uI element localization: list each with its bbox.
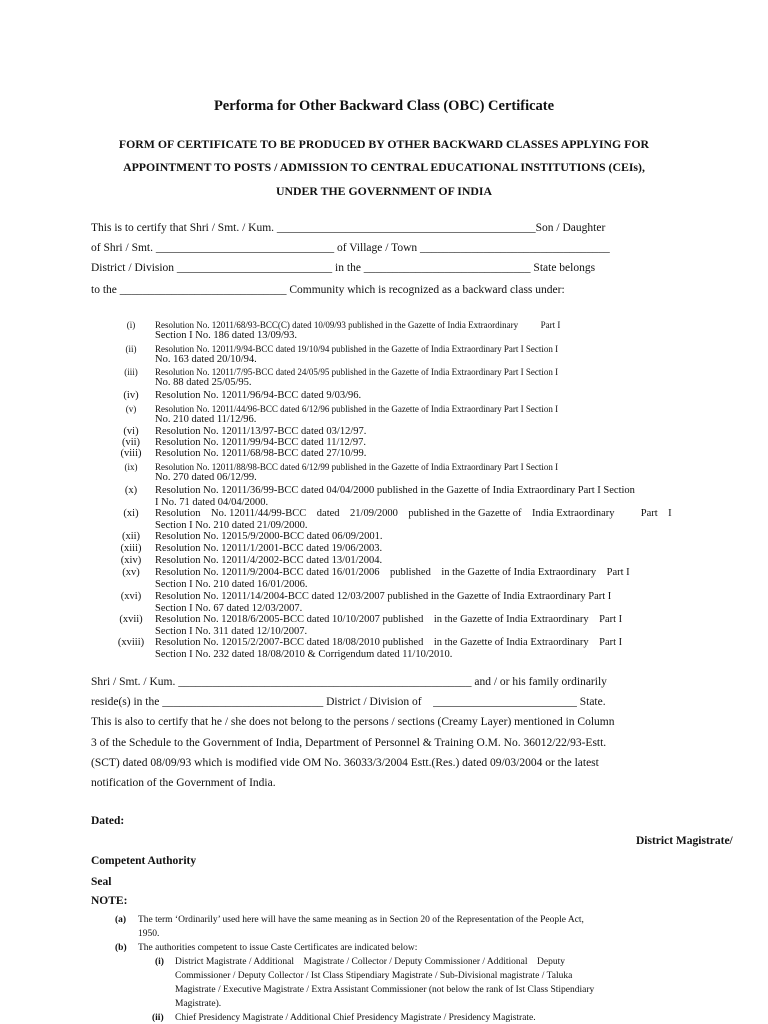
note-b-label: (b) [115, 943, 127, 953]
authority-i-text: Commissioner / Deputy Collector / Ist Class Stipendiary Magistrate / Sub-Divisional magistrate / Taluka [175, 971, 573, 981]
resolution-text: Resolution No. 12011/88/98-BCC dated 6/12/99 published in the Gazette of India Extraordinary Part I Section I [155, 462, 559, 472]
form-subtitle-line-1: FORM OF CERTIFICATE TO BE PRODUCED BY OTHER BACKWARD CLASSES APPLYING FOR [118, 137, 650, 151]
residence-line: reside(s) in the ____________________________ District / Division of _________________________ State. [91, 696, 606, 708]
resolution-text: Resolution No. 12011/4/2002-BCC dated 13/01/2004. [155, 555, 383, 566]
authority-ii-text: Chief Presidency Magistrate / Additional Chief Presidency Magistrate / Presidency Magistrate. [175, 1013, 536, 1023]
residence-line: notification of the Government of India. [91, 777, 276, 789]
intro-line: This is to certify that Shri / Smt. / Kum. _____________________________________________Son / Daughter [91, 222, 606, 234]
form-subtitle-line-2: APPOINTMENT TO POSTS / ADMISSION TO CENTRAL EDUCATIONAL INSTITUTIONS (CEIs), [123, 160, 645, 174]
residence-line: (SCT) dated 08/09/93 which is modified vide OM No. 36033/3/2004 Estt.(Res.) dated 09/03/2004 or the latest [91, 757, 599, 769]
seal-label: Seal [91, 876, 112, 888]
authority-i-label: (i) [155, 957, 164, 967]
resolution-text: No. 163 dated 20/10/94. [155, 354, 257, 365]
resolution-text: Section I No. 210 dated 21/09/2000. [155, 519, 308, 531]
district-magistrate-label: District Magistrate/ [636, 835, 733, 847]
authority-ii-label: (ii) [152, 1013, 164, 1023]
resolution-text: No. 88 dated 25/05/95. [155, 377, 252, 388]
note-heading: NOTE: [91, 895, 128, 907]
resolution-text: Resolution No. 12011/7/95-BCC dated 24/05/95 published in the Gazette of India Extraordinary Part I Section I [155, 367, 559, 377]
resolution-number: (x) [124, 485, 138, 496]
resolution-text: No. 210 dated 11/12/96. [155, 414, 257, 425]
resolution-number: (viii) [120, 448, 142, 459]
resolution-number: (xvi) [120, 591, 142, 602]
resolution-number: (vi) [123, 426, 139, 437]
resolution-number: (ii) [125, 344, 137, 354]
note-b-text: The authorities competent to issue Caste Certificates are indicated below: [138, 943, 418, 953]
resolution-number: (xvii) [119, 614, 143, 625]
resolution-text: Resolution No. 12018/6/2005-BCC dated 10/10/2007 published in the Gazette of India Extraordinary Part I [155, 614, 623, 625]
note-a-label: (a) [115, 915, 127, 925]
resolution-number: (i) [126, 320, 136, 330]
resolution-text: Resolution No. 12011/9/94-BCC dated 19/10/94 published in the Gazette of India Extraordinary Part I Section I [155, 344, 559, 354]
competent-authority-label: Competent Authority [91, 855, 197, 867]
resolution-text: Resolution No. 12011/1/2001-BCC dated 19/06/2003. [155, 543, 383, 554]
resolution-number: (iv) [123, 390, 139, 401]
resolution-number: (xv) [122, 567, 140, 578]
note-a-text: The term ‘Ordinarily’ used here will have the same meaning as in Section 20 of the Representation of the People Act, [138, 915, 584, 925]
resolution-text: Resolution No. 12011/44/96-BCC dated 6/12/96 published in the Gazette of India Extraordinary Part I Section I [155, 404, 559, 414]
resolution-text: No. 270 dated 06/12/99. [155, 472, 257, 483]
resolution-number: (ix) [124, 462, 138, 472]
resolution-text: Section I No. 232 dated 18/08/2010 & Corrigendum dated 11/10/2010. [155, 648, 453, 660]
resolution-text: Section I No. 311 dated 12/10/2007. [155, 625, 308, 637]
resolution-number: (xviii) [117, 637, 145, 648]
resolution-text: Section I No. 186 dated 13/09/93. [155, 330, 298, 341]
form-subtitle-line-3: UNDER THE GOVERNMENT OF INDIA [275, 184, 493, 198]
resolution-text: Resolution No. 12011/9/2004-BCC dated 16/01/2006 published in the Gazette of India Extraordinary Part I [155, 567, 630, 578]
resolution-text: Resolution No. 12011/68/98-BCC dated 27/10/99. [155, 448, 367, 459]
resolution-number: (v) [125, 404, 137, 414]
residence-line: 3 of the Schedule to the Government of India, Department of Personnel & Training O.M. No. 36012/22/93-Estt. [91, 737, 607, 749]
resolution-text: Resolution No. 12011/44/99-BCC dated 21/09/2000 published in the Gazette of India Extraordinary Part I [155, 508, 672, 519]
resolution-number: (iii) [124, 367, 138, 377]
authority-i-text: Magistrate / Executive Magistrate / Extra Assistant Commissioner (not below the rank of Ist Class Stipendiary [175, 985, 595, 995]
page-title: Performa for Other Backward Class (OBC) Certificate [213, 98, 555, 114]
authority-i-text: District Magistrate / Additional Magistrate / Collector / Deputy Commissioner / Additional Deputy [175, 957, 565, 967]
intro-line: to the _____________________________ Community which is recognized as a backward class under: [91, 284, 565, 296]
dated-label: Dated: [91, 815, 125, 827]
resolution-text: Resolution No. 12011/99/94-BCC dated 11/12/97. [155, 437, 366, 448]
resolution-text: Resolution No. 12015/2/2007-BCC dated 18/08/2010 published in the Gazette of India Extraordinary Part I [155, 637, 623, 648]
resolution-text: I No. 71 dated 04/04/2000. [155, 496, 269, 508]
resolution-text: Resolution No. 12011/13/97-BCC dated 03/12/97. [155, 426, 367, 437]
residence-line: Shri / Smt. / Kum. ___________________________________________________ and / or his family ordinarily [91, 676, 607, 688]
resolution-text: Resolution No. 12011/68/93-BCC(C) dated 10/09/93 published in the Gazette of India Extraordinary Part I [155, 320, 561, 330]
resolution-number: (xiii) [120, 543, 142, 554]
authority-i-text: Magistrate). [175, 999, 222, 1009]
resolution-text: Section I No. 67 dated 12/03/2007. [155, 602, 303, 614]
residence-line: This is also to certify that he / she does not belong to the persons / sections (Creamy Layer) mentioned in Column [91, 716, 615, 728]
resolution-number: (xii) [121, 531, 141, 542]
intro-line: of Shri / Smt. _______________________________ of Village / Town _________________________________ [91, 242, 610, 254]
note-a-text: 1950. [138, 929, 160, 939]
resolution-text: Resolution No. 12011/36/99-BCC dated 04/04/2000 published in the Gazette of India Extraordinary Part I Section [155, 485, 635, 496]
resolution-number: (xi) [123, 508, 139, 519]
resolution-number: (vii) [121, 437, 141, 448]
resolution-text: Resolution No. 12011/14/2004-BCC dated 12/03/2007 published in the Gazette of India Extraordinary Part I [155, 591, 612, 602]
resolution-text: Section I No. 210 dated 16/01/2006. [155, 578, 308, 590]
resolution-text: Resolution No. 12015/9/2000-BCC dated 06/09/2001. [155, 531, 383, 542]
resolution-text: Resolution No. 12011/96/94-BCC dated 9/03/96. [155, 390, 362, 401]
intro-line: District / Division ___________________________ in the _____________________________ State belongs [91, 262, 596, 274]
resolution-number: (xiv) [120, 555, 142, 566]
